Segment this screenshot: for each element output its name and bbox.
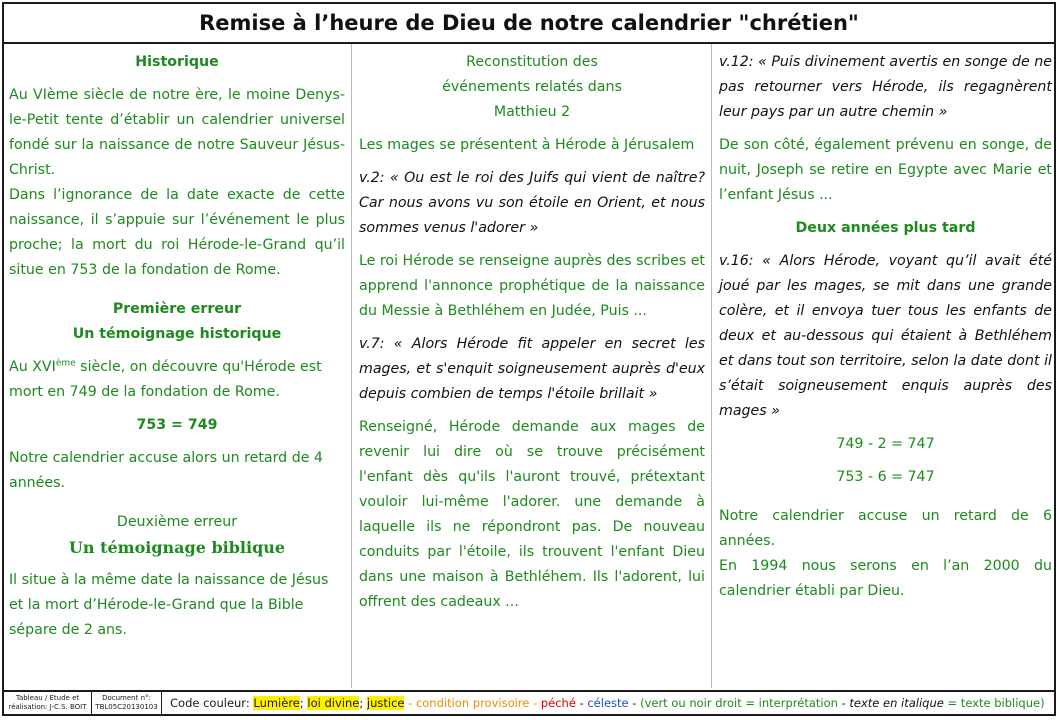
paragraph-xvieme <box>9 355 345 405</box>
heading-deux-annees: Deux années plus tard <box>795 220 976 236</box>
paragraph-joseph-egypte: De son côté, également prévenu en songe, de nuit, Joseph se retire en Egypte avec Marie et l’enfant Jésus ... <box>719 137 1052 203</box>
eme-superscript: ème <box>55 358 76 369</box>
xvi-rest: siècle, on découvre qu'Hérode est mort en 749 de la fondation de Rome. <box>9 359 322 400</box>
document-frame <box>2 2 1056 716</box>
paragraph-scribes: Le roi Hérode se renseigne auprès des scribes et apprend l'annonce prophétique de la naissance du Messie à Bethléhem en Judée, Puis ... <box>359 253 705 319</box>
heading-temoignage-historique: Un témoignage historique <box>72 326 282 342</box>
legend-interpretation: (vert ou noir droit = interprétation <box>640 696 838 710</box>
paragraph-retard-6: Notre calendrier accuse un retard de 6 années. <box>719 508 1052 549</box>
legend-peche: péché <box>540 696 576 710</box>
legend-loi-divine: loi divine <box>307 696 360 710</box>
page-title: Remise à l’heure de Dieu de notre calendrier "chrétien" <box>4 4 1054 44</box>
paragraph-1994: En 1994 nous serons en l’an 2000 du calendrier établi par Dieu. <box>719 558 1052 599</box>
xvi-text: Au XVI <box>9 359 56 375</box>
legend-condition-provisoire: - condition provisoire - <box>404 696 541 710</box>
legend-dash3: - <box>837 696 850 710</box>
legend-label: Code couleur: <box>170 696 254 710</box>
column-reconstitution <box>354 44 712 688</box>
verse-7: v.7: « Alors Hérode fit appeler en secret les mages, et s'enquit soigneusement auprès d'eux depuis combien de temps l'étoile brillait » <box>359 336 705 402</box>
heading-temoignage-biblique: Un témoignage biblique <box>68 538 286 557</box>
footer-author-line2: réalisation: J-C.S. BOIT <box>8 703 87 711</box>
legend-biblique: = texte biblique) <box>943 696 1045 710</box>
paragraph-ignorance: Dans l’ignorance de la date exacte de cette naissance, il s’appuie sur l’événement le plus proche; la mort du roi Hérode-le-Grand qu’il situe en 753 de la fondation de Rome. <box>9 187 345 278</box>
legend-sep2: ; <box>359 696 367 710</box>
equation-749-747: 749 - 2 = 747 <box>836 436 935 452</box>
legend-italique: texte en italique <box>849 696 944 710</box>
legend-dash1: - <box>575 696 588 710</box>
legend-justice: justice <box>366 696 405 710</box>
paragraph-mages-herode: Les mages se présentent à Hérode à Jérusalem <box>359 137 695 153</box>
verse-12: v.12: « Puis divinement avertis en songe de ne pas retourner vers Hérode, ils regagnèrent leur pays par un autre chemin » <box>719 54 1052 120</box>
equation-753-747: 753 - 6 = 747 <box>836 469 935 485</box>
footer-author-box <box>4 692 92 716</box>
footer <box>4 690 1054 716</box>
legend-celeste: céleste <box>587 696 629 710</box>
paragraph-retard-4: Notre calendrier accuse alors un retard de 4 années. <box>9 450 323 491</box>
legend-sep1: ; <box>299 696 308 710</box>
footer-document-box <box>92 692 162 716</box>
legend-dash2: - <box>628 696 641 710</box>
column-historique <box>4 44 352 688</box>
footer-author-line1: Tableau / Etude et <box>15 694 80 702</box>
heading-reconstitution: Reconstitution des événements relatés dans Matthieu 2 <box>442 54 622 120</box>
heading-historique: Historique <box>135 54 219 70</box>
heading-deuxieme-erreur: Deuxième erreur <box>116 514 238 530</box>
footer-document-number: TBL05C20130103 <box>95 703 158 711</box>
paragraph-renseigne: Renseigné, Hérode demande aux mages de revenir lui dire où se trouve précisément l'enfant dès qu'ils l'auront trouvé, prétextant vouloir lui-même l'adorer. une demande à laquelle ils ne répondront pas. De nouveau conduits par l'étoile, ils trouvent l'enfant Dieu dans une maison à Bethléhem. Ils l'adorent, lui offrent des cadeaux ... <box>359 419 705 610</box>
legend-lumiere: Lumière <box>253 696 300 710</box>
verse-2: v.2: « Ou est le roi des Juifs qui vient de naître? Car nous avons vu son étoile en Orient, et nous sommes venus l'adorer » <box>359 170 705 236</box>
column-suite <box>714 44 1058 688</box>
footer-document-label: Document n°: <box>102 694 151 702</box>
paragraph-denys: Au VIème siècle de notre ère, le moine Denys-le-Petit tente d’établir un calendrier universel fondé sur la naissance de notre Sauveur Jésus-Christ. <box>9 87 345 178</box>
equation-753-749: 753 = 749 <box>136 417 218 433</box>
heading-premiere-erreur: Première erreur <box>112 301 242 317</box>
verse-16: v.16: « Alors Hérode, voyant qu’il avait été joué par les mages, se mit dans une grande colère, et il envoya tuer tous les enfants de deux et au-dessous qui étaient à Bethléhem et dans tout son territoire, selon la date dont il s’était soigneusement enquis auprès des mages » <box>719 253 1052 419</box>
paragraph-bible-2-ans: Il situe à la même date la naissance de Jésus et la mort d’Hérode-le-Grand que la Bible sépare de 2 ans. <box>9 572 329 638</box>
color-legend <box>170 696 1045 710</box>
